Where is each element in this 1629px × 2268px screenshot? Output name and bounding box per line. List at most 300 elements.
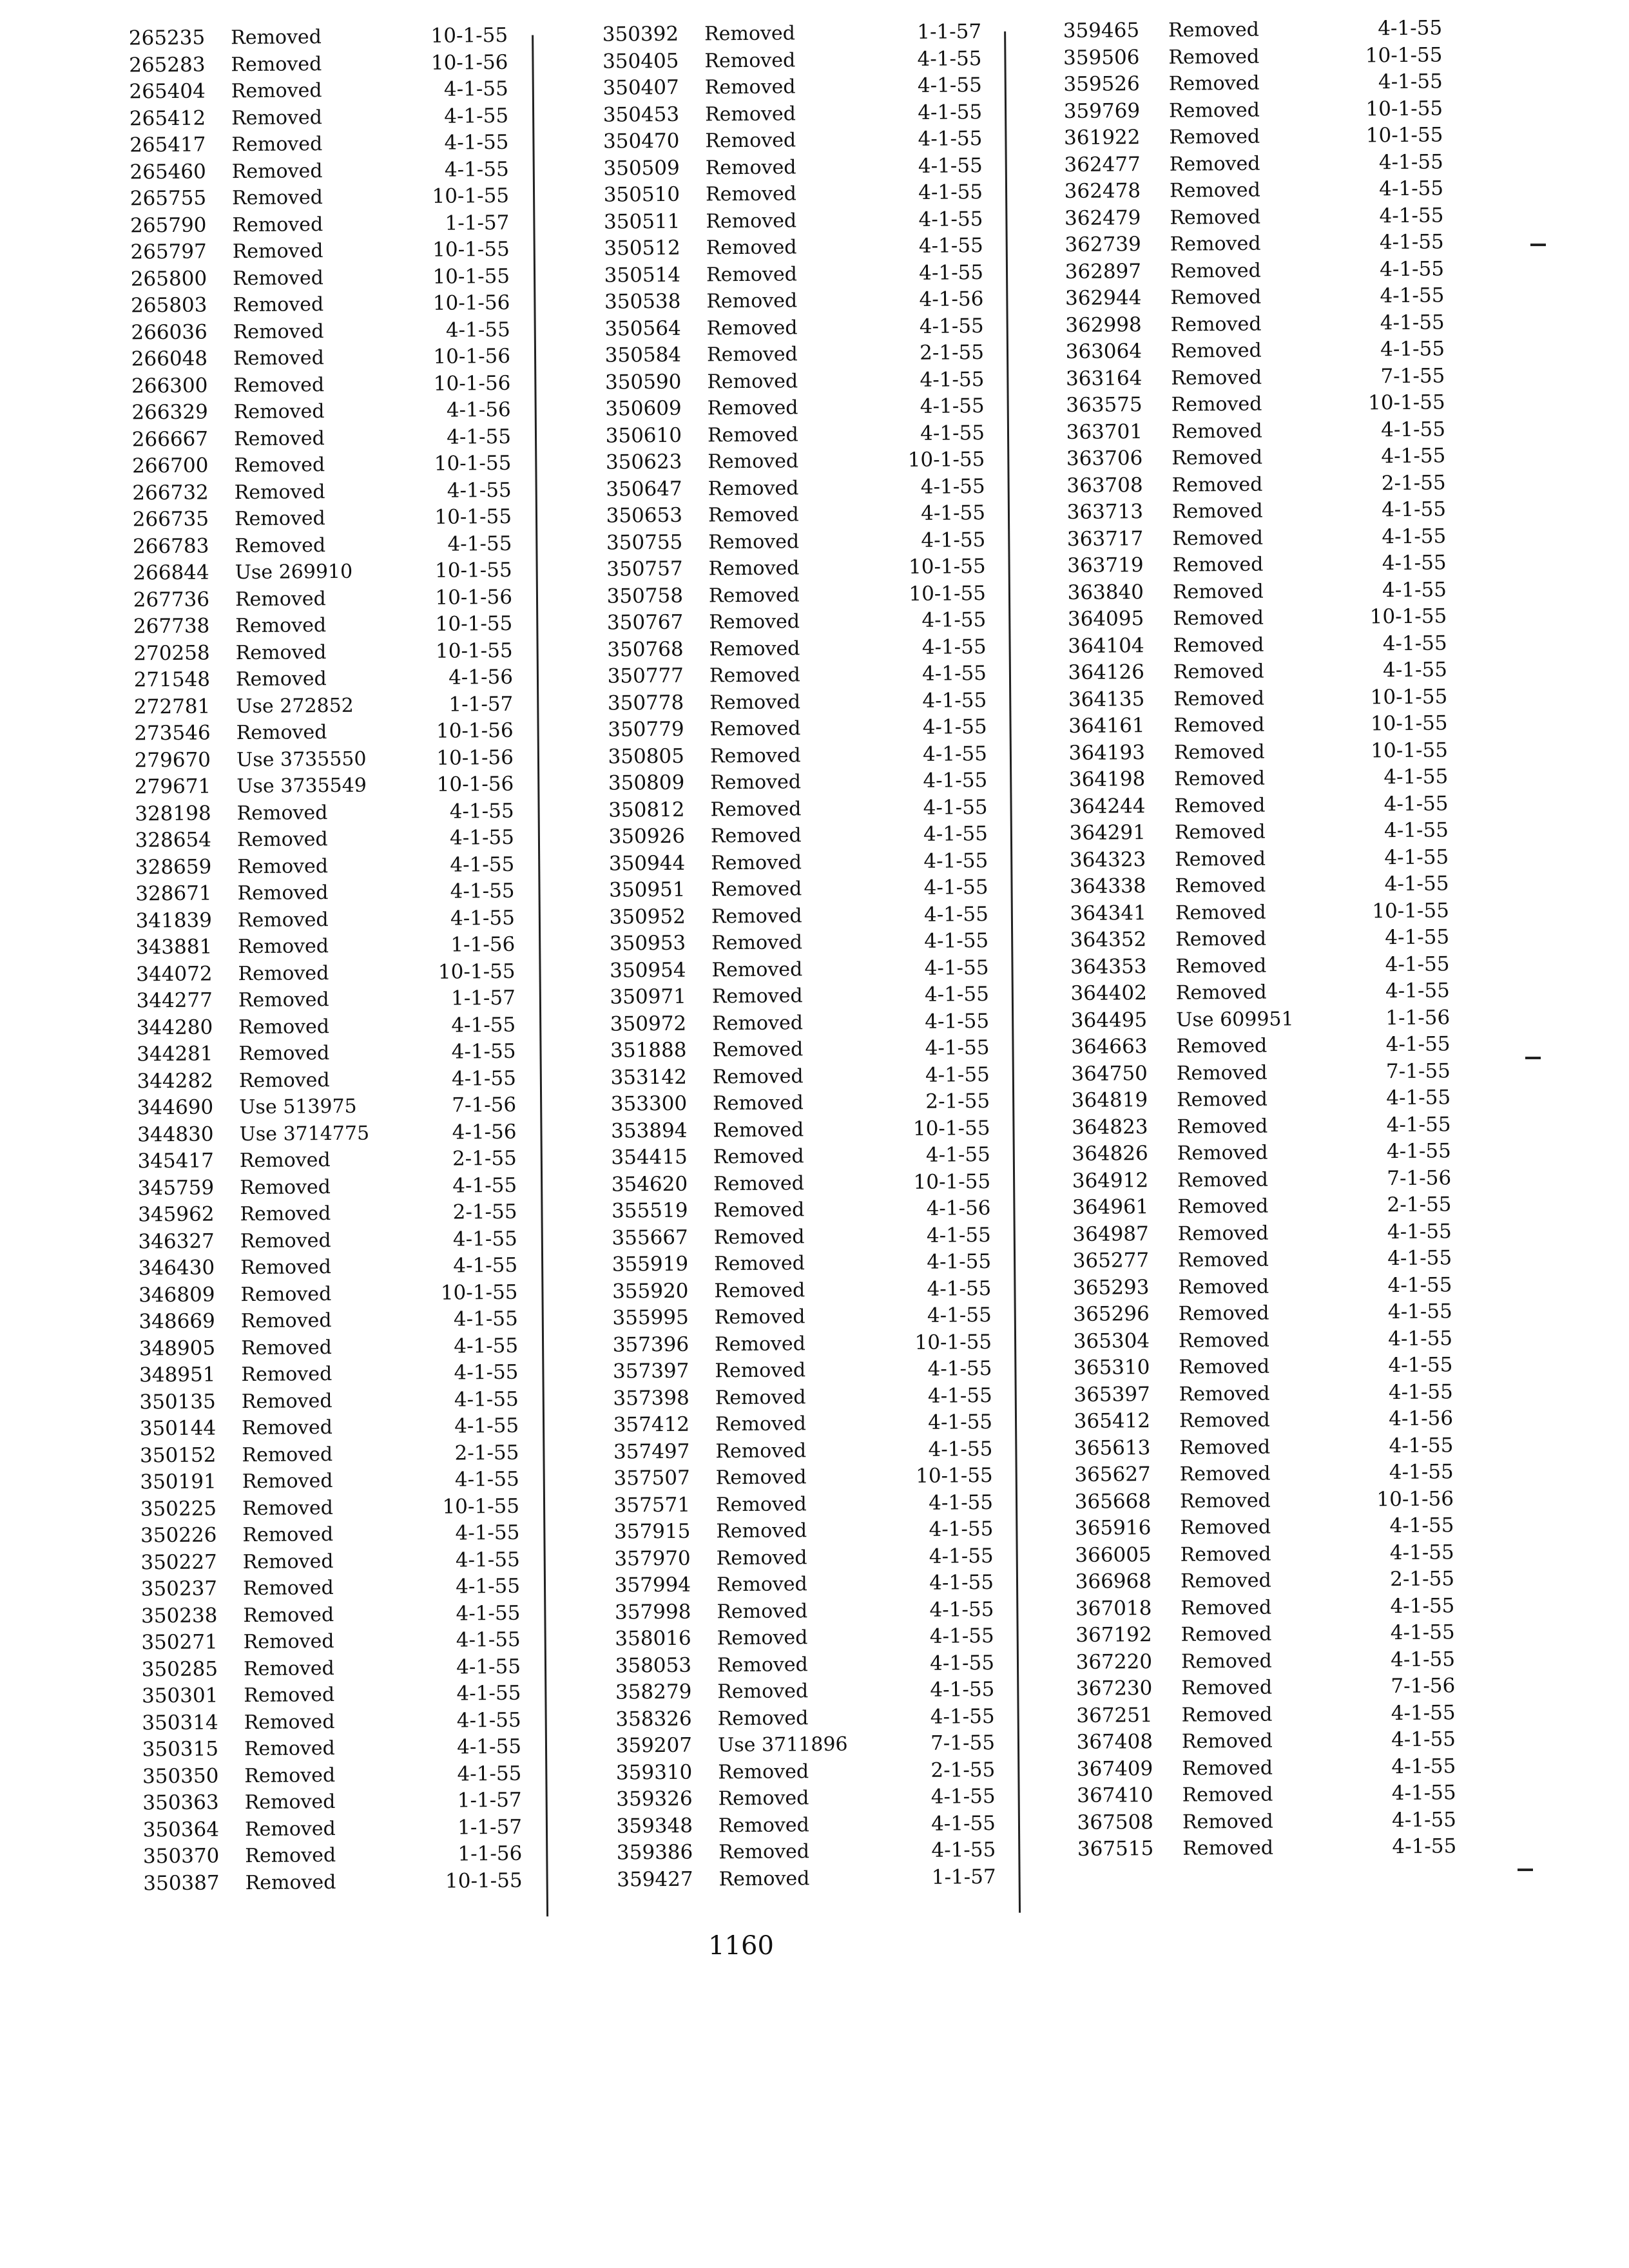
effective-date: 4-1-55 xyxy=(1386,1086,1451,1110)
status-text: Removed xyxy=(712,1011,804,1035)
status-text: Removed xyxy=(1175,981,1267,1004)
part-number: 350407 xyxy=(602,75,679,100)
status-text: Removed xyxy=(715,1359,806,1383)
list-item xyxy=(84,236,510,267)
part-number: 363575 xyxy=(1066,393,1142,418)
effective-date: 4-1-55 xyxy=(918,180,983,204)
part-number: 365296 xyxy=(1073,1302,1150,1326)
list-item xyxy=(1019,309,1445,340)
status-text: Removed xyxy=(714,1332,806,1356)
list-item xyxy=(90,958,515,988)
list-item xyxy=(93,1413,519,1443)
part-number: 328198 xyxy=(135,801,211,825)
effective-date: 10-1-55 xyxy=(440,1280,518,1305)
effective-date: 10-1-56 xyxy=(435,585,513,610)
status-text: Removed xyxy=(232,240,323,264)
status-text: Removed xyxy=(241,1389,333,1413)
effective-date: 4-1-55 xyxy=(1385,979,1450,1003)
effective-date: 4-1-55 xyxy=(444,130,509,155)
effective-date: 4-1-55 xyxy=(921,608,987,632)
status-text: Removed xyxy=(711,850,802,874)
status-text: Removed xyxy=(1171,392,1262,416)
part-number: 350972 xyxy=(610,1012,687,1036)
list-item xyxy=(1031,1833,1456,1863)
status-text: Removed xyxy=(238,961,329,985)
effective-date: 4-1-55 xyxy=(447,532,512,556)
list-item xyxy=(1028,1512,1454,1542)
part-number: 364819 xyxy=(1071,1088,1148,1112)
part-number: 364244 xyxy=(1069,794,1146,818)
list-item xyxy=(1029,1539,1454,1570)
part-number: 350285 xyxy=(141,1657,218,1681)
status-text: Removed xyxy=(238,935,329,959)
status-text: Removed xyxy=(1171,366,1262,390)
effective-date: 1-1-57 xyxy=(445,211,510,235)
effective-date: 4-1-55 xyxy=(922,715,987,739)
list-item xyxy=(1024,924,1449,954)
list-item xyxy=(551,206,983,236)
part-number: 350152 xyxy=(139,1443,217,1467)
status-text: Use 269910 xyxy=(235,560,353,584)
part-number: 365668 xyxy=(1074,1489,1152,1514)
effective-date: 4-1-55 xyxy=(457,1762,522,1786)
list-item xyxy=(87,584,512,614)
list-item xyxy=(560,1302,992,1332)
effective-date: 4-1-55 xyxy=(453,1253,518,1278)
status-text: Removed xyxy=(704,102,796,126)
part-number: 362739 xyxy=(1065,233,1141,257)
part-number: 350144 xyxy=(139,1416,217,1441)
part-number: 266300 xyxy=(131,373,208,398)
list-item xyxy=(89,878,514,908)
list-item xyxy=(554,634,986,664)
part-number: 350768 xyxy=(607,637,684,662)
part-number: 357915 xyxy=(613,1519,691,1544)
list-item xyxy=(1019,256,1444,286)
part-number: 367409 xyxy=(1076,1756,1153,1781)
effective-date: 10-1-55 xyxy=(1372,898,1449,923)
part-number: 265417 xyxy=(129,133,206,157)
effective-date: 4-1-55 xyxy=(930,1784,996,1809)
part-number: 363064 xyxy=(1065,340,1142,364)
effective-date: 10-1-55 xyxy=(434,558,512,582)
list-item xyxy=(1022,657,1447,687)
part-number: 355667 xyxy=(612,1225,688,1250)
effective-date: 2-1-55 xyxy=(920,341,985,365)
effective-date: 4-1-55 xyxy=(924,956,989,980)
list-item xyxy=(550,126,982,156)
effective-date: 4-1-55 xyxy=(1378,149,1443,174)
list-item xyxy=(558,1061,990,1091)
part-number: 364987 xyxy=(1072,1222,1149,1246)
part-number: 346809 xyxy=(138,1282,215,1307)
status-text: Use 513975 xyxy=(239,1095,357,1119)
part-number: 365397 xyxy=(1074,1382,1150,1407)
part-number: 265460 xyxy=(130,160,206,184)
part-number: 265412 xyxy=(129,106,206,130)
margin-mark xyxy=(1530,244,1546,246)
list-item xyxy=(1018,202,1443,233)
list-item xyxy=(561,1382,992,1412)
status-text: Use 609951 xyxy=(1176,1007,1294,1032)
column-divider xyxy=(1004,32,1021,1913)
status-text: Removed xyxy=(705,129,796,153)
list-item xyxy=(1024,951,1449,981)
part-number: 344281 xyxy=(137,1042,213,1066)
status-text: Removed xyxy=(242,1523,334,1547)
list-item xyxy=(559,1168,990,1198)
part-number: 365916 xyxy=(1074,1516,1152,1540)
part-number: 279671 xyxy=(134,774,211,799)
status-text: Removed xyxy=(232,213,323,236)
status-text: Removed xyxy=(1171,499,1263,523)
list-item xyxy=(554,581,986,611)
list-item xyxy=(563,1730,995,1760)
list-item xyxy=(561,1463,993,1493)
part-number: 350237 xyxy=(140,1577,218,1601)
status-text: Removed xyxy=(244,1737,335,1761)
effective-date: 10-1-55 xyxy=(908,555,986,579)
part-number: 364126 xyxy=(1068,660,1145,685)
effective-date: 2-1-55 xyxy=(1390,1567,1455,1591)
effective-date: 4-1-55 xyxy=(918,153,983,178)
status-text: Removed xyxy=(1178,1275,1269,1299)
part-number: 357571 xyxy=(613,1493,691,1517)
list-item xyxy=(90,1039,516,1069)
list-item xyxy=(1017,15,1442,45)
list-item xyxy=(1029,1593,1454,1623)
status-text: Removed xyxy=(718,1787,809,1811)
effective-date: 4-1-55 xyxy=(1380,417,1446,441)
effective-date: 4-1-55 xyxy=(456,1574,521,1599)
part-number: 357970 xyxy=(614,1546,691,1571)
status-text: Removed xyxy=(711,878,802,901)
part-number: 357398 xyxy=(613,1386,689,1410)
part-number: 366968 xyxy=(1075,1570,1152,1593)
list-item xyxy=(92,1199,517,1229)
effective-date: 10-1-56 xyxy=(432,291,510,315)
status-text: Removed xyxy=(240,1282,332,1306)
list-item xyxy=(550,46,981,76)
part-number: 350405 xyxy=(602,49,679,73)
part-number: 265404 xyxy=(129,79,206,104)
status-text: Removed xyxy=(1180,1515,1271,1539)
status-text: Removed xyxy=(707,396,798,420)
effective-date: 4-1-55 xyxy=(1379,230,1444,255)
part-number: 367230 xyxy=(1075,1677,1153,1700)
list-item xyxy=(86,530,512,561)
list-item xyxy=(1024,898,1449,928)
part-number: 350767 xyxy=(606,610,684,635)
part-number: 364961 xyxy=(1072,1195,1149,1219)
list-item xyxy=(83,76,508,106)
list-item xyxy=(88,664,513,695)
part-number: 350758 xyxy=(606,584,684,608)
status-text: Removed xyxy=(244,1684,335,1707)
effective-date: 4-1-55 xyxy=(445,318,510,342)
part-number: 344690 xyxy=(137,1095,214,1120)
status-text: Removed xyxy=(235,614,327,638)
part-number: 362477 xyxy=(1064,152,1141,177)
list-item xyxy=(1022,684,1447,714)
effective-date: 10-1-55 xyxy=(1370,711,1448,736)
status-text: Removed xyxy=(712,1038,804,1062)
status-text: Removed xyxy=(710,824,802,848)
list-item xyxy=(556,874,988,905)
effective-date: 4-1-55 xyxy=(1384,872,1449,896)
part-number: 362478 xyxy=(1064,179,1141,204)
part-number: 358279 xyxy=(615,1680,692,1704)
effective-date: 4-1-55 xyxy=(1380,337,1445,361)
status-text: Removed xyxy=(1180,1569,1271,1593)
effective-date: 4-1-55 xyxy=(1384,845,1449,869)
status-text: Removed xyxy=(242,1470,333,1494)
list-item xyxy=(1031,1807,1456,1837)
effective-date: 4-1-55 xyxy=(920,474,985,499)
effective-date: 4-1-55 xyxy=(930,1651,995,1675)
effective-date: 4-1-56 xyxy=(452,1120,517,1144)
effective-date: 4-1-55 xyxy=(452,1227,517,1251)
effective-date: 10-1-55 xyxy=(434,505,512,529)
status-text: Removed xyxy=(245,1844,336,1868)
list-item xyxy=(89,851,514,881)
list-item xyxy=(97,1841,522,1871)
effective-date: 4-1-55 xyxy=(450,906,516,930)
part-number: 359427 xyxy=(617,1867,693,1892)
effective-date: 2-1-55 xyxy=(452,1146,517,1171)
list-item xyxy=(94,1466,519,1497)
effective-date: 4-1-55 xyxy=(1391,1727,1456,1752)
status-text: Removed xyxy=(236,828,328,852)
part-number: 350590 xyxy=(604,370,682,394)
effective-date: 10-1-56 xyxy=(436,745,514,770)
part-number: 355995 xyxy=(612,1305,689,1330)
effective-date: 4-1-55 xyxy=(450,852,515,877)
effective-date: 10-1-55 xyxy=(915,1463,993,1488)
effective-date: 4-1-55 xyxy=(447,478,512,503)
effective-date: 10-1-55 xyxy=(432,184,510,208)
effective-date: 4-1-55 xyxy=(921,528,986,552)
status-text: Removed xyxy=(235,587,326,611)
status-text: Removed xyxy=(243,1603,334,1627)
effective-date: 4-1-55 xyxy=(1380,284,1445,308)
part-number: 344280 xyxy=(136,1015,213,1039)
part-number: 350647 xyxy=(606,477,682,501)
part-number: 348951 xyxy=(139,1363,216,1387)
part-number: 367408 xyxy=(1076,1730,1153,1754)
part-number: 363713 xyxy=(1066,500,1144,524)
status-text: Removed xyxy=(718,1867,810,1890)
status-text: Removed xyxy=(711,931,803,955)
list-item xyxy=(555,741,987,771)
list-item xyxy=(84,183,509,213)
list-item xyxy=(1023,737,1448,767)
status-text: Removed xyxy=(715,1492,807,1516)
effective-date: 7-1-56 xyxy=(1391,1674,1456,1698)
status-text: Removed xyxy=(234,507,325,531)
status-text: Removed xyxy=(1178,1302,1269,1325)
effective-date: 4-1-55 xyxy=(1380,310,1445,334)
status-text: Removed xyxy=(233,400,325,424)
status-text: Removed xyxy=(707,369,798,393)
status-text: Removed xyxy=(1174,820,1266,844)
parts-column-2 xyxy=(550,19,996,1894)
list-item xyxy=(1019,336,1445,366)
effective-date: 4-1-55 xyxy=(927,1303,992,1327)
effective-date: 4-1-55 xyxy=(922,742,988,766)
part-number: 265755 xyxy=(130,186,207,211)
status-text: Removed xyxy=(1168,99,1260,122)
list-item xyxy=(94,1493,519,1523)
part-number: 273546 xyxy=(134,721,211,745)
part-number: 364402 xyxy=(1070,981,1147,1006)
list-item xyxy=(1026,1138,1451,1168)
effective-date: 4-1-55 xyxy=(918,207,983,231)
part-number: 350191 xyxy=(140,1470,217,1494)
effective-date: 4-1-55 xyxy=(1387,1273,1452,1297)
status-text: Removed xyxy=(708,557,800,581)
part-number: 350944 xyxy=(608,851,686,876)
list-item xyxy=(83,102,508,133)
effective-date: 10-1-55 xyxy=(913,1169,991,1194)
status-text: Removed xyxy=(1179,1408,1270,1432)
effective-date: 4-1-55 xyxy=(449,799,514,823)
status-text: Removed xyxy=(238,1068,330,1092)
effective-date: 10-1-55 xyxy=(432,237,510,262)
list-item xyxy=(93,1332,518,1363)
part-number: 266783 xyxy=(132,533,209,558)
part-number: 364353 xyxy=(1070,954,1147,979)
part-number: 367508 xyxy=(1077,1810,1154,1834)
list-item xyxy=(1030,1646,1455,1677)
list-item xyxy=(559,1195,990,1225)
effective-date: 4-1-55 xyxy=(927,1249,992,1274)
part-number: 346430 xyxy=(138,1256,215,1280)
list-item xyxy=(1027,1298,1452,1329)
list-item xyxy=(553,447,985,477)
list-item xyxy=(1030,1673,1455,1703)
status-text: Removed xyxy=(713,1145,804,1169)
list-item xyxy=(559,1222,991,1252)
effective-date: 10-1-55 xyxy=(1367,390,1445,415)
list-item xyxy=(92,1225,517,1256)
effective-date: 4-1-55 xyxy=(453,1307,518,1331)
list-item xyxy=(93,1386,519,1416)
list-item xyxy=(88,691,513,721)
effective-date: 4-1-55 xyxy=(929,1490,994,1515)
part-number: 345962 xyxy=(138,1202,215,1227)
status-text: Removed xyxy=(1170,312,1262,336)
effective-date: 4-1-55 xyxy=(456,1655,521,1679)
status-text: Removed xyxy=(235,668,327,691)
status-text: Use 272852 xyxy=(236,694,354,718)
list-item xyxy=(84,209,509,240)
status-text: Removed xyxy=(238,988,329,1012)
effective-date: 4-1-55 xyxy=(929,1544,994,1568)
part-number: 266735 xyxy=(132,507,209,532)
list-item xyxy=(97,1867,522,1898)
page-number: 1160 xyxy=(708,1931,774,1961)
list-item xyxy=(563,1623,994,1653)
status-text: Removed xyxy=(1179,1355,1270,1379)
part-number: 364912 xyxy=(1072,1168,1149,1193)
status-text: Removed xyxy=(1177,1195,1269,1218)
part-number: 364161 xyxy=(1068,714,1145,738)
effective-date: 4-1-55 xyxy=(456,1681,521,1706)
part-number: 359207 xyxy=(615,1733,693,1758)
part-number: 364750 xyxy=(1071,1061,1148,1086)
list-item xyxy=(95,1653,521,1684)
list-item xyxy=(559,1249,991,1279)
effective-date: 4-1-55 xyxy=(455,1548,520,1572)
list-item xyxy=(552,260,983,290)
list-item xyxy=(92,1279,517,1309)
status-text: Removed xyxy=(233,293,324,317)
parts-column-3 xyxy=(1017,15,1456,1863)
part-number: 341839 xyxy=(135,908,213,932)
effective-date: 4-1-55 xyxy=(931,1838,996,1862)
part-number: 365627 xyxy=(1074,1463,1151,1486)
part-number: 350363 xyxy=(142,1791,219,1815)
list-item xyxy=(1030,1700,1455,1730)
effective-date: 4-1-55 xyxy=(927,1356,992,1381)
effective-date: 4-1-55 xyxy=(1390,1647,1456,1671)
part-number: 267736 xyxy=(133,587,210,611)
list-item xyxy=(555,660,987,691)
status-text: Removed xyxy=(715,1466,807,1490)
list-item xyxy=(561,1489,993,1519)
list-item xyxy=(550,99,982,130)
list-item xyxy=(1025,1058,1451,1088)
part-number: 367192 xyxy=(1075,1623,1152,1647)
effective-date: 4-1-55 xyxy=(923,849,988,873)
list-item xyxy=(95,1546,520,1577)
effective-date: 4-1-55 xyxy=(925,1142,990,1167)
list-item xyxy=(1020,416,1445,447)
part-number: 365412 xyxy=(1074,1409,1151,1433)
status-text: Removed xyxy=(713,1118,804,1142)
list-item xyxy=(88,798,514,828)
list-item xyxy=(1023,791,1448,821)
status-text: Removed xyxy=(234,454,325,477)
list-item xyxy=(558,1088,990,1119)
list-item xyxy=(554,474,985,504)
effective-date: 4-1-55 xyxy=(1382,551,1447,575)
list-item xyxy=(88,718,513,748)
status-text: Removed xyxy=(240,1256,332,1280)
effective-date: 7-1-55 xyxy=(1385,1059,1451,1083)
effective-date: 4-1-55 xyxy=(1381,444,1446,468)
effective-date: 1-1-57 xyxy=(917,20,982,44)
part-number: 362479 xyxy=(1064,206,1141,230)
list-item xyxy=(557,981,989,1012)
list-item xyxy=(561,1516,993,1546)
status-text: Removed xyxy=(708,450,799,474)
status-text: Removed xyxy=(1175,901,1266,925)
effective-date: 4-1-55 xyxy=(1380,256,1445,281)
effective-date: 4-1-55 xyxy=(919,314,984,338)
list-item xyxy=(557,1008,989,1038)
status-text: Removed xyxy=(710,771,802,794)
effective-date: 4-1-55 xyxy=(1391,1754,1456,1778)
list-item xyxy=(95,1600,520,1630)
list-item xyxy=(92,1253,517,1283)
status-text: Removed xyxy=(233,347,324,370)
part-number: 353300 xyxy=(610,1091,688,1116)
effective-date: 10-1-55 xyxy=(1369,604,1447,629)
effective-date: 4-1-55 xyxy=(457,1735,522,1759)
status-text: Removed xyxy=(231,133,323,157)
